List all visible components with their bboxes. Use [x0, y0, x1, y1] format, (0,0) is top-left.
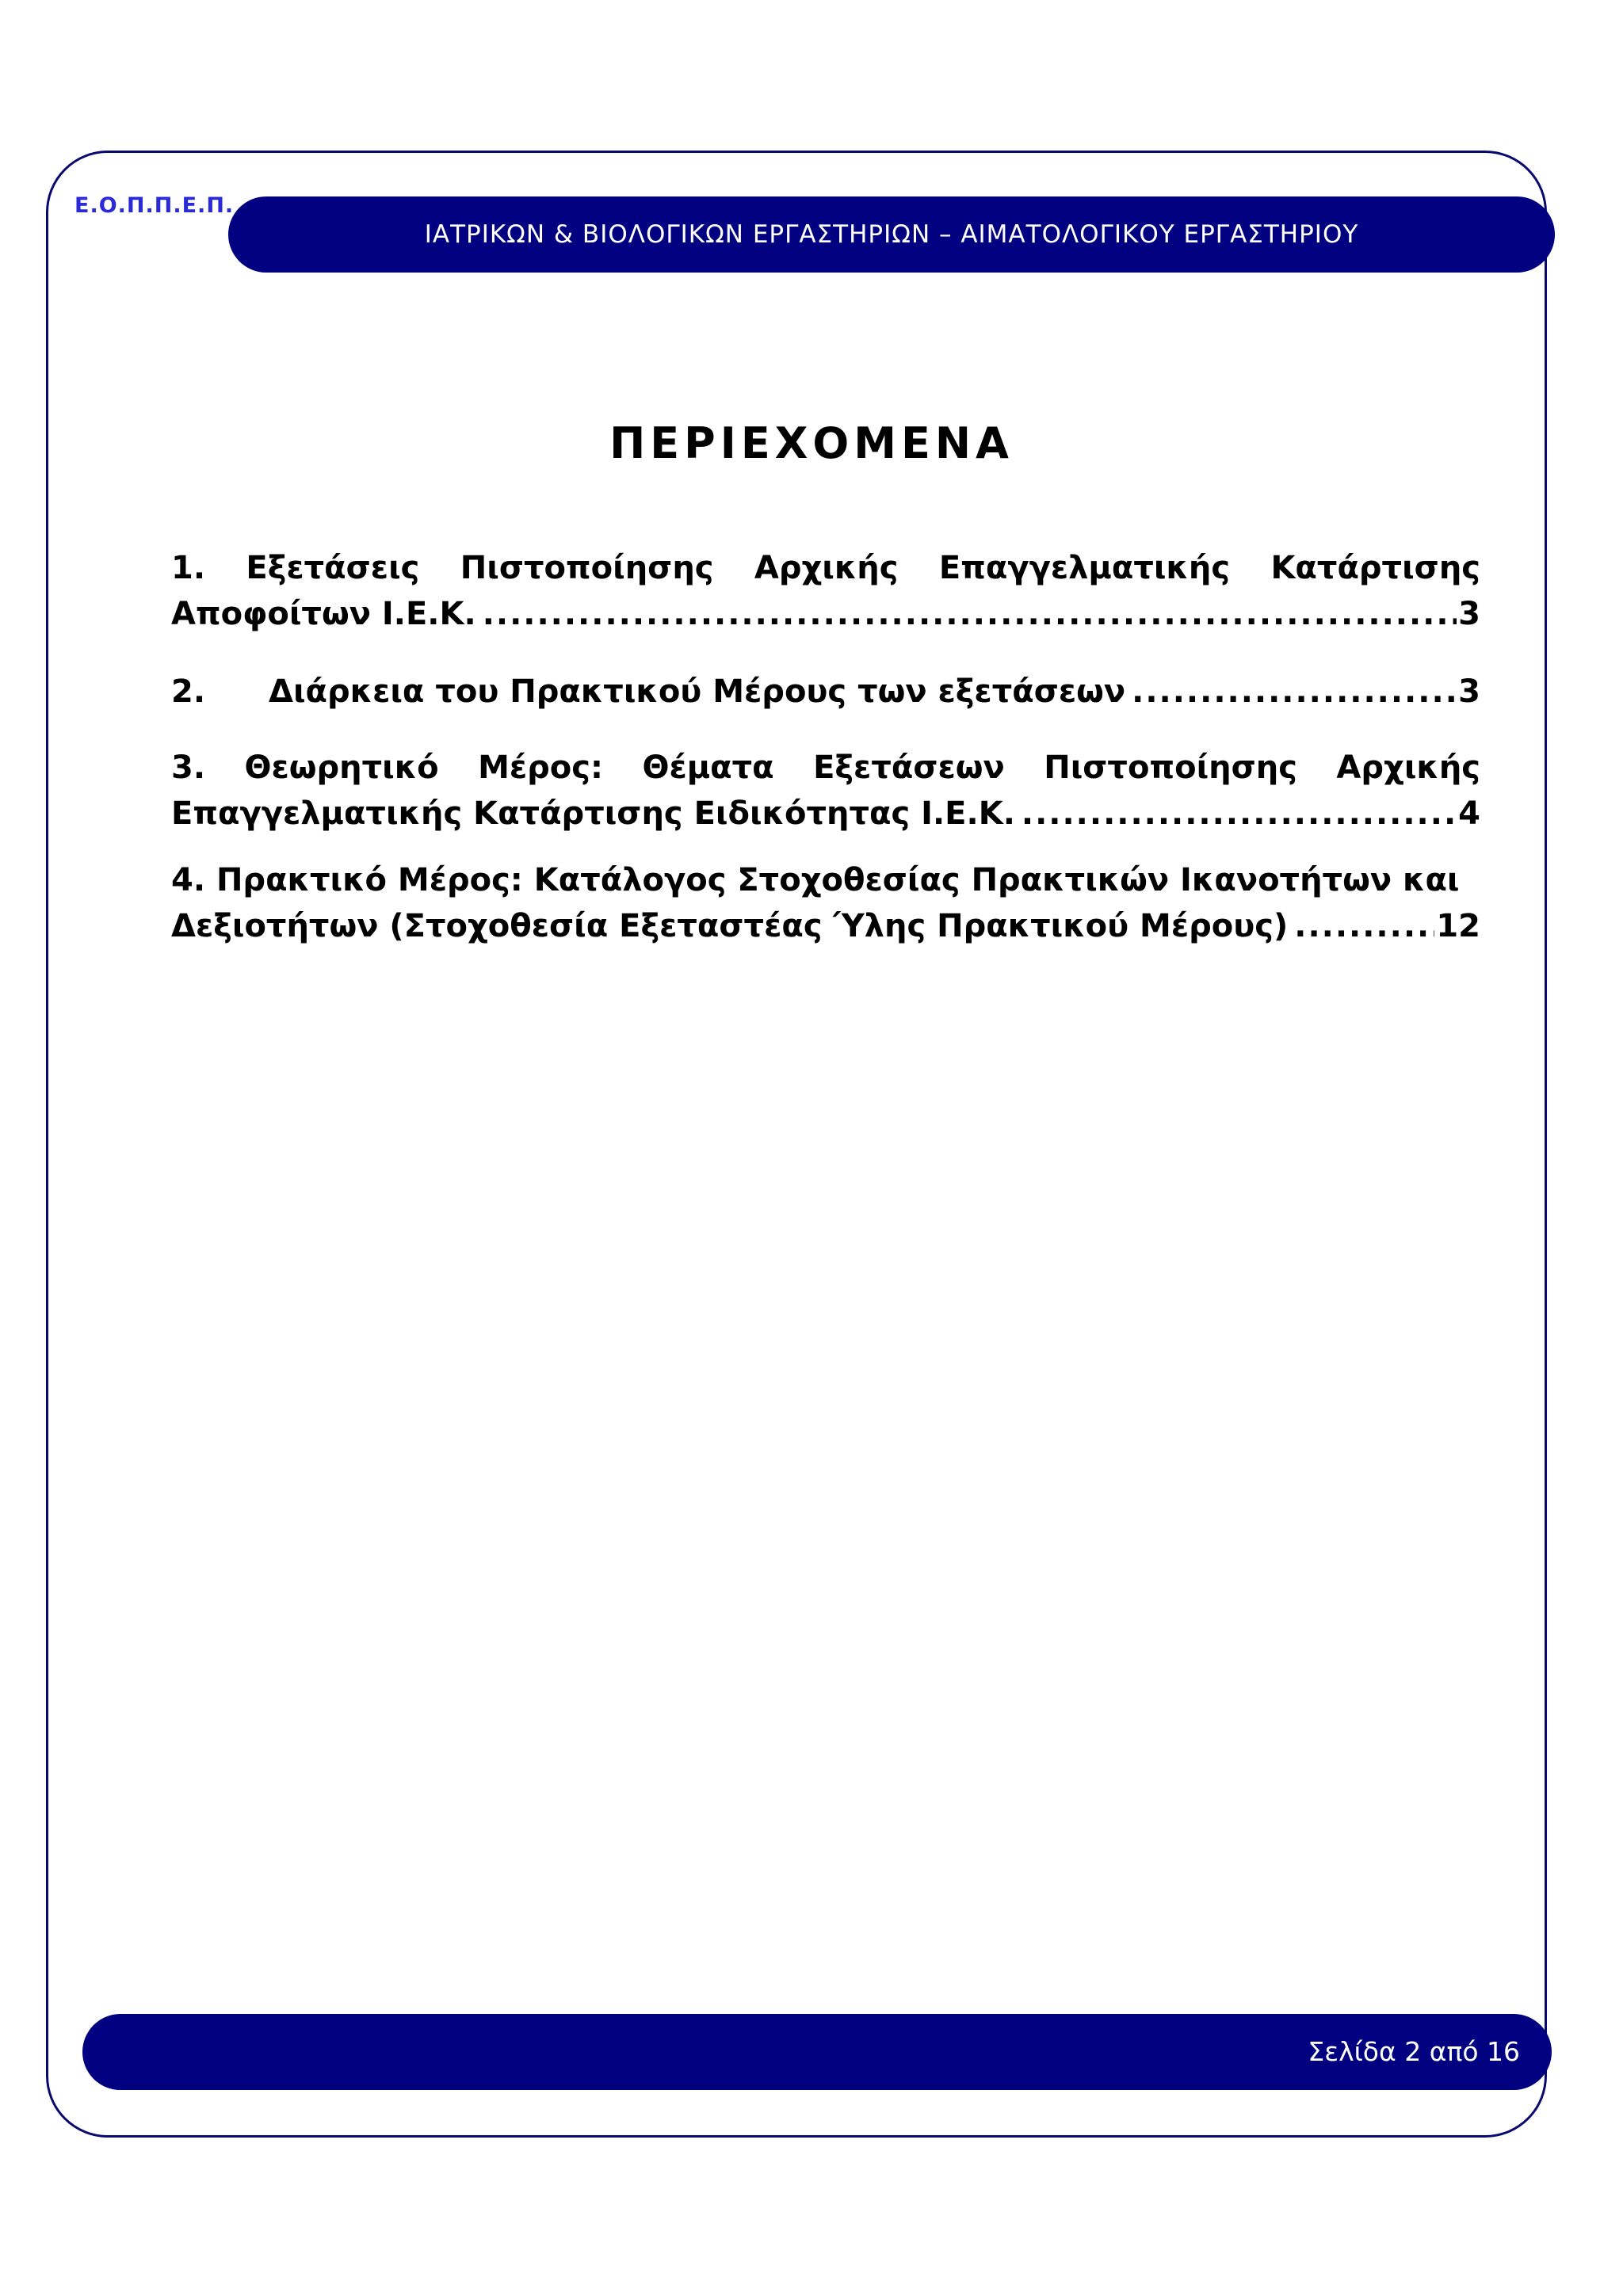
- toc-word: Μέρος:: [478, 749, 603, 786]
- toc-word: Πιστοποίησης: [1044, 749, 1297, 786]
- toc-entry-4-line-2: [171, 903, 1480, 949]
- toc-entry-number: 3.: [171, 749, 206, 786]
- toc-page-number: 3: [1458, 596, 1480, 632]
- toc-word: Εξετάσεων: [813, 749, 1005, 786]
- toc-entry-text: Επαγγελματικής Κατάρτισης Ειδικότητας Ι.Ε.Κ.: [171, 795, 1015, 832]
- toc-word: Θεωρητικό: [244, 749, 439, 786]
- toc-word: Αρχικής: [1336, 749, 1480, 786]
- toc-entry-text: Διάρκεια του Πρακτικού Μέρους των εξετάσεων: [269, 673, 1126, 710]
- page-number-label: Σελίδα 2 από 16: [1308, 2036, 1520, 2067]
- toc-page-number: 12: [1436, 908, 1480, 944]
- toc-entry-1-line-1: [171, 545, 1480, 591]
- toc-word: Θέματα: [642, 749, 774, 786]
- toc-entry-number: 1.: [171, 550, 206, 586]
- header-bar: [228, 196, 1555, 273]
- table-of-contents: [171, 545, 1480, 949]
- toc-entry-3[interactable]: [171, 745, 1480, 837]
- toc-entry-3-line-1: [171, 745, 1480, 791]
- toc-heading: ΠΕΡΙΕΧΟΜΕΝΑ: [609, 418, 1014, 468]
- toc-word: Κατάρτισης: [1270, 550, 1480, 586]
- dot-leader: [1022, 791, 1457, 837]
- toc-entry-4-line-1: 4. Πρακτικό Μέρος: Κατάλογος Στοχοθεσίας Πρακτικών Ικανοτήτων και: [171, 862, 1460, 898]
- toc-page-number: 4: [1458, 795, 1480, 832]
- toc-entry-number: 2.: [171, 673, 206, 710]
- footer-bar: [82, 2014, 1552, 2090]
- toc-word: Εξετάσεις: [246, 550, 420, 586]
- toc-word: Αρχικής: [754, 550, 899, 586]
- dot-leader: [1294, 903, 1434, 949]
- toc-entry-text: Αποφοίτων Ι.Ε.Κ.: [171, 596, 476, 632]
- toc-page-number: 3: [1458, 673, 1480, 710]
- dot-leader: [483, 591, 1457, 637]
- dot-leader: [1132, 669, 1457, 715]
- toc-entry-4[interactable]: [171, 857, 1480, 949]
- org-code: Ε.Ο.Π.Π.Ε.Π.: [74, 193, 235, 218]
- toc-word: Επαγγελματικής: [938, 550, 1231, 586]
- toc-entry-2[interactable]: [171, 669, 1480, 715]
- toc-entry-2-line-1: [171, 669, 1480, 715]
- header-title: ΙΑΤΡΙΚΩΝ & ΒΙΟΛΟΓΙΚΩΝ ΕΡΓΑΣΤΗΡΙΩΝ – ΑΙΜΑΤΟΛΟΓΙΚΟΥ ΕΡΓΑΣΤΗΡΙΟΥ: [424, 220, 1359, 249]
- toc-word: Πιστοποίησης: [460, 550, 714, 586]
- toc-entry-1-line-2: [171, 591, 1480, 637]
- toc-entry-3-line-2: [171, 791, 1480, 837]
- toc-entry-1[interactable]: [171, 545, 1480, 637]
- toc-entry-text: Δεξιοτήτων (Στοχοθεσία Εξεταστέας Ύλης Πρακτικού Μέρους): [171, 908, 1289, 944]
